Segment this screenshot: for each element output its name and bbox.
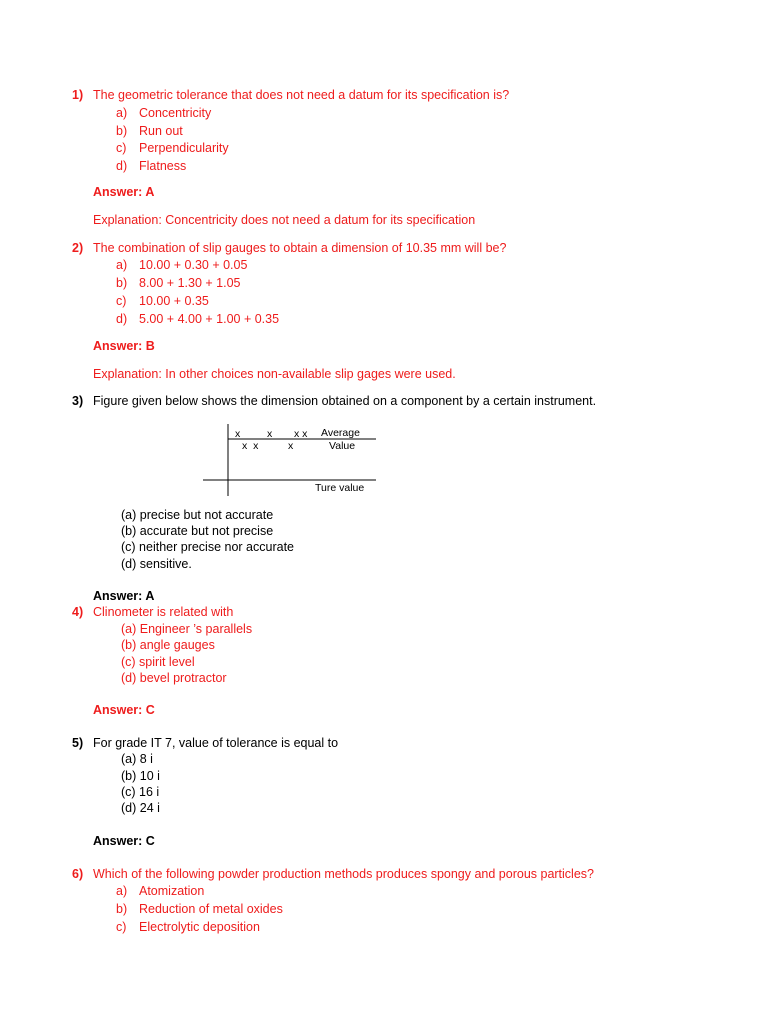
question-text: For grade IT 7, value of tolerance is equal to [93, 736, 339, 750]
option: (b) accurate but not precise [121, 524, 274, 538]
average-label: Average [321, 427, 360, 439]
option: (a) Engineer ’s parallels [121, 622, 253, 636]
option: (c) spirit level [121, 655, 195, 669]
precision-accuracy-figure [200, 420, 380, 500]
option: (c) neither precise nor accurate [121, 540, 294, 554]
document-page: 1) The geometric tolerance that does not need a datum for its specification is? a) Concentricity b) Run out c) Perpendicularity d) Flatness Answer: A Explanation: Concentricity does not need a datum for its specification 2) The combination of slip gauges to obtain a dimension of 10.35 mm will be? a) 10.00 + 0.30 + 0.05 b) 8.00 + 1.30 + 1.05 c) 10.00 + 0.35 d) 5.00 + 4.00 + 1.00 + 0.35 Answer: B Explanation: In other choices non-available slip gages were used. 3) Figure given below shows the dimension obtained on a component by a certain instrument. x x x x x x x Average Value Ture value (a) precise but not accurate (b) accurate but not precise (c) neither precise nor accurate (d) sensitive. Answer: A 4) Clinometer is related with (a) Engineer ’s parallels (b) angle gauges (c) spirit level (d) bevel protractor Answer: C 5) For grade IT 7, value of tolerance is equal to (a) 8 i (b) 10 i (c) 16 i (d) 24 i Answer: C 6) Which of the following powder production methods produces spongy and porous particles? a) Atomization b) Reduction of metal oxides c) Electrolytic deposition [72, 88, 597, 934]
answer: Answer: B [93, 339, 155, 353]
question-text: Clinometer is related with [93, 605, 234, 619]
option: (a) 8 i [121, 752, 153, 766]
option: (d) bevel protractor [121, 671, 227, 685]
answer: Answer: C [93, 834, 155, 848]
question-number: 2) [72, 241, 84, 255]
option: (a) precise but not accurate [121, 508, 274, 522]
option: (b) angle gauges [121, 638, 215, 652]
question-text: The geometric tolerance that does not need a datum for its specification is? [93, 88, 510, 102]
question-number: 5) [72, 736, 84, 750]
question-number: 6) [72, 867, 84, 881]
measurement-mark: x x [242, 440, 259, 452]
answer: Answer: C [93, 703, 155, 717]
answer: Answer: A [93, 589, 155, 603]
explanation: Explanation: Concentricity does not need a datum for its specification [93, 213, 476, 227]
answer: Answer: A [93, 185, 155, 199]
option: (d) 24 i [121, 801, 160, 815]
explanation: Explanation: In other choices non-available slip gages were used. [93, 367, 456, 381]
measurement-mark: x [288, 440, 294, 452]
measurement-mark: x [267, 428, 273, 440]
question-text: Which of the following powder production methods produces spongy and porous particles? [93, 867, 594, 881]
measurement-mark: x x [294, 428, 308, 440]
question-text: The combination of slip gauges to obtain a dimension of 10.35 mm will be? [93, 241, 507, 255]
question-number: 1) [72, 88, 84, 102]
option: (d) sensitive. [121, 557, 192, 571]
value-label: Value [329, 440, 356, 452]
question-number: 3) [72, 394, 84, 408]
question-text: Figure given below shows the dimension obtained on a component by a certain instrument. [93, 394, 597, 408]
true-value-label: Ture value [315, 482, 365, 494]
option: (b) 10 i [121, 769, 160, 783]
measurement-mark: x [235, 428, 241, 440]
option: (c) 16 i [121, 785, 160, 799]
question-number: 4) [72, 605, 84, 619]
